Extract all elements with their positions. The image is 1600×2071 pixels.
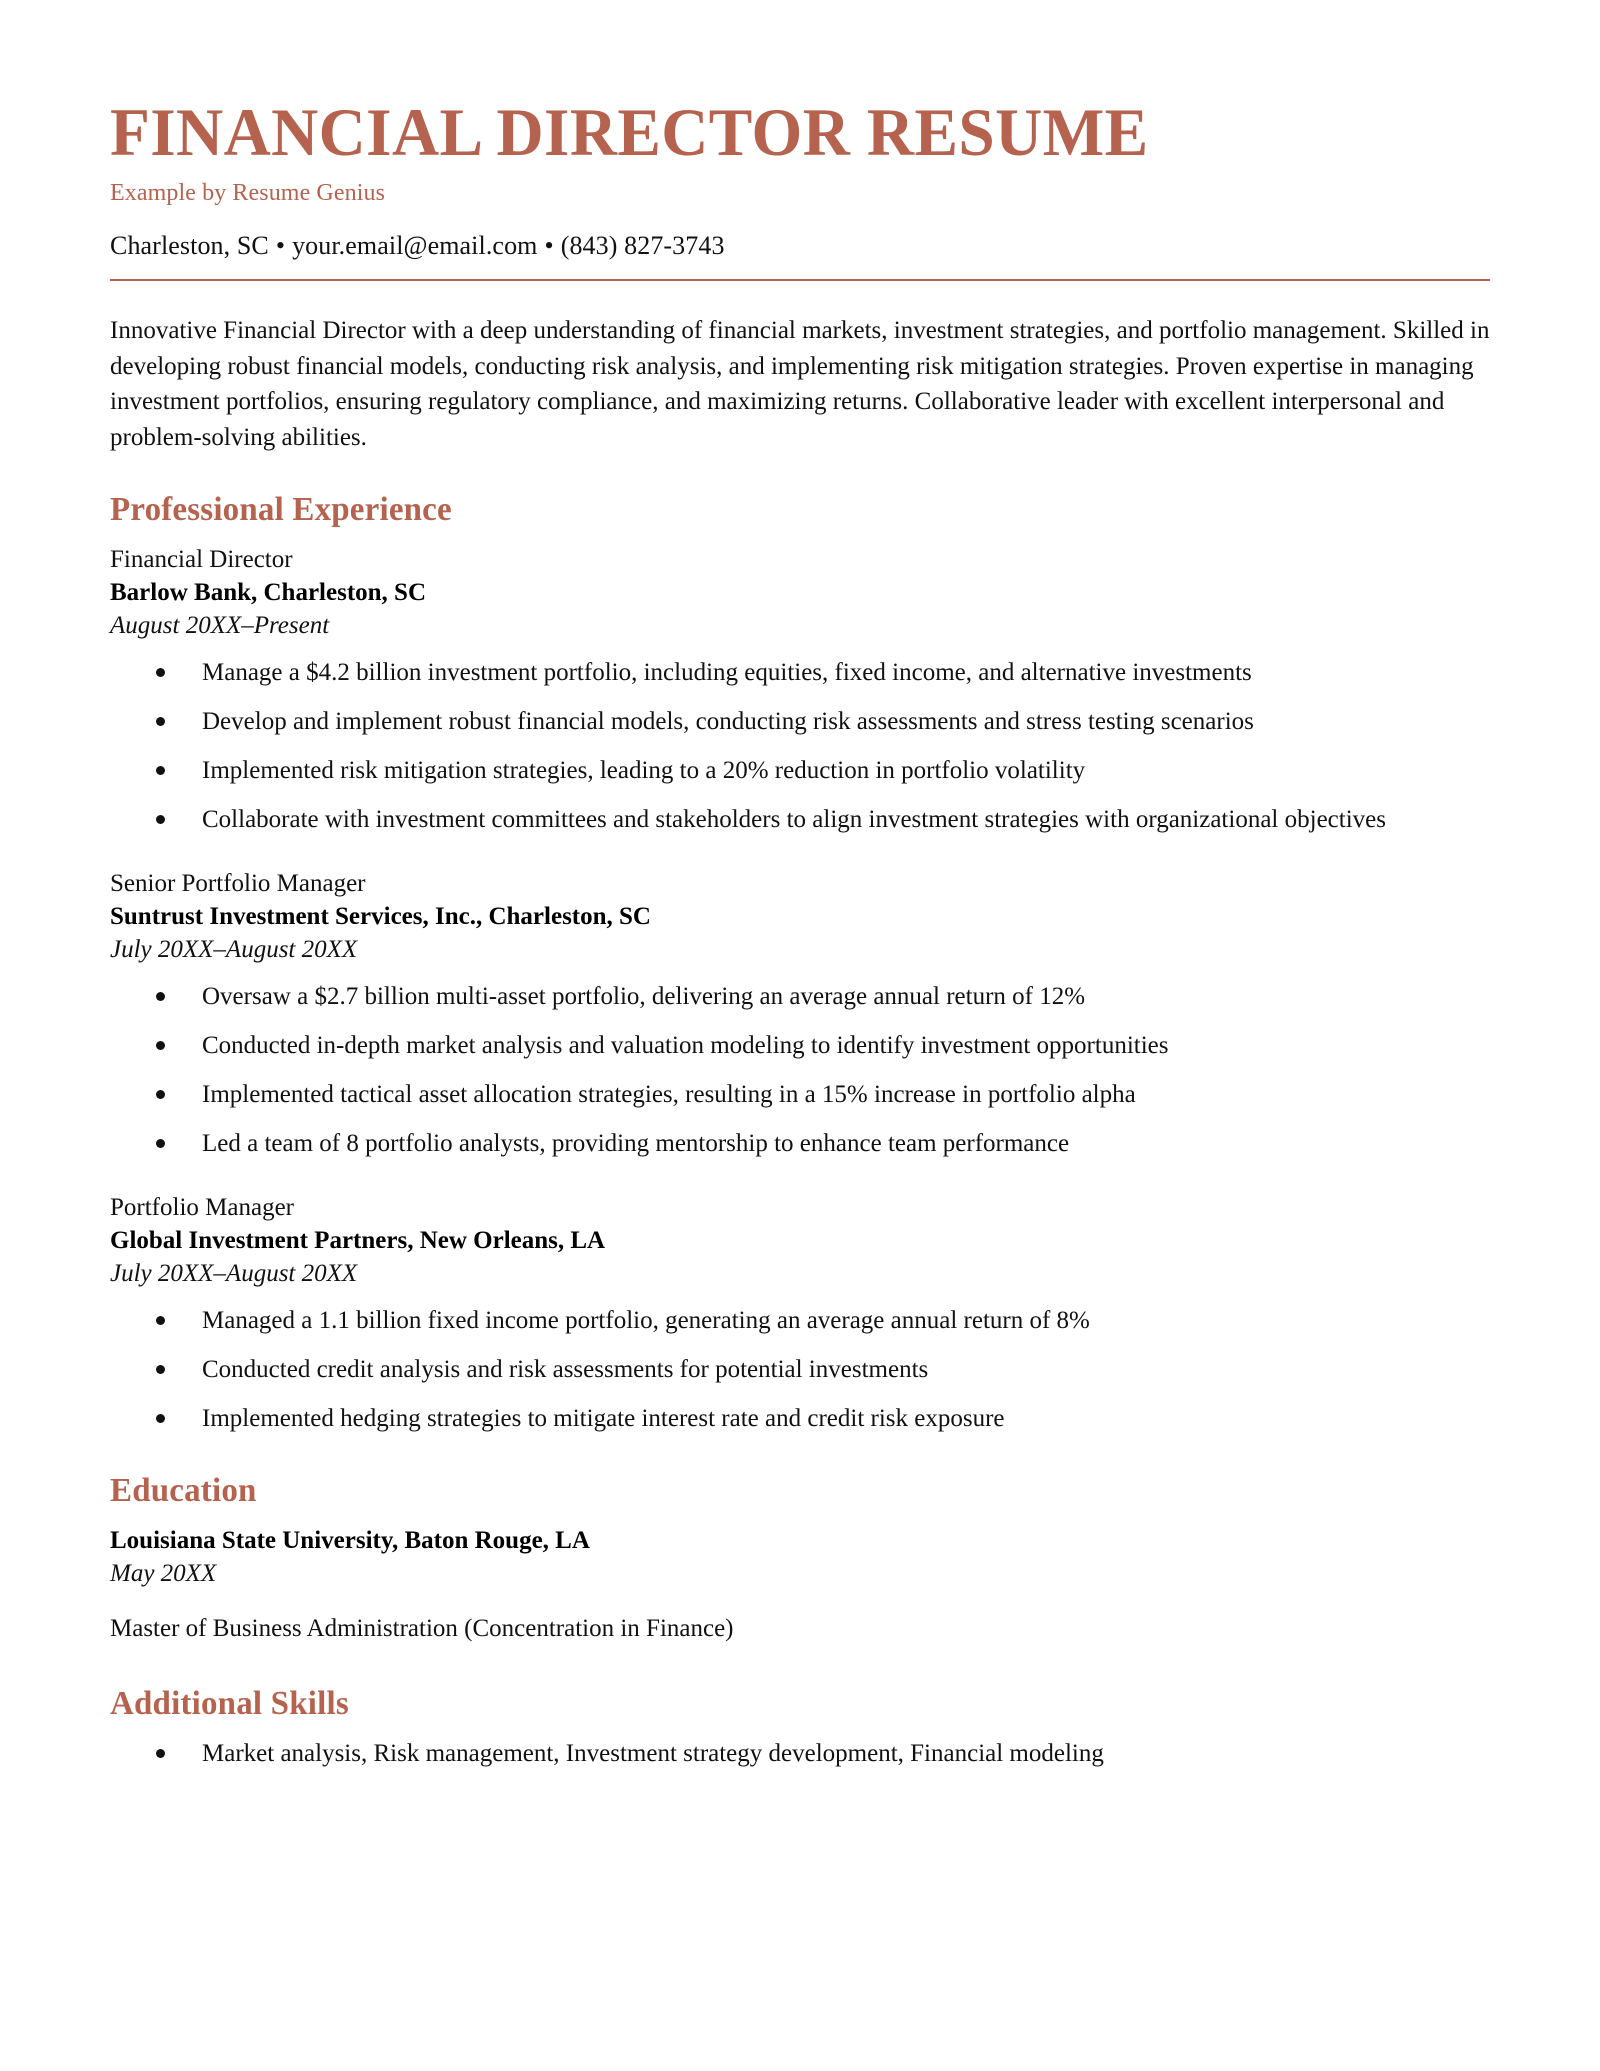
contact-email: your.email@email.com bbox=[292, 231, 538, 260]
list-item bbox=[110, 705, 1490, 739]
bullet-dot-icon bbox=[156, 1139, 165, 1148]
education-school: Louisiana State University, Baton Rouge, LA bbox=[110, 1527, 590, 1554]
resume-subtitle: Example by Resume Genius bbox=[110, 180, 386, 206]
bullet-dot-icon bbox=[156, 815, 165, 824]
experience-section bbox=[110, 491, 1490, 1436]
job-dates: August 20XX–Present bbox=[110, 612, 330, 639]
bullet-text: Manage a $4.2 billion investment portfolio, including equities, fixed income, and alternative investments bbox=[202, 659, 1252, 686]
bullet-text: Managed a 1.1 billion fixed income portfolio, generating an average annual return of 8% bbox=[202, 1307, 1090, 1334]
job-dates: July 20XX–August 20XX bbox=[110, 1260, 358, 1287]
bullet-text: Implemented hedging strategies to mitigate interest rate and credit risk exposure bbox=[202, 1405, 1005, 1432]
education-section bbox=[110, 1472, 1490, 1645]
bullet-dot-icon bbox=[156, 1090, 165, 1099]
job-organization: Barlow Bank, Charleston, SC bbox=[110, 579, 427, 606]
list-item bbox=[110, 656, 1490, 690]
list-item bbox=[110, 980, 1490, 1014]
bullet-text: Conducted credit analysis and risk assessments for potential investments bbox=[202, 1356, 929, 1383]
bullet-dot-icon bbox=[156, 1749, 165, 1758]
experience-entry bbox=[110, 867, 1490, 1161]
skill-text: Market analysis, Risk management, Investment strategy development, Financial modeling bbox=[202, 1740, 1104, 1767]
contact-info bbox=[110, 231, 1490, 261]
list-item bbox=[110, 803, 1490, 837]
experience-entry bbox=[110, 1191, 1490, 1436]
experience-entry bbox=[110, 543, 1490, 837]
list-item bbox=[110, 1127, 1490, 1161]
bullet-text: Collaborate with investment committees and stakeholders to align investment strategies with organizational objectives bbox=[202, 806, 1386, 833]
job-bullet-list bbox=[110, 1304, 1490, 1436]
job-organization: Suntrust Investment Services, Inc., Charleston, SC bbox=[110, 903, 651, 930]
job-title: Financial Director bbox=[110, 546, 293, 573]
page-title: FINANCIAL DIRECTOR RESUME bbox=[110, 94, 1149, 170]
list-item bbox=[110, 1078, 1490, 1112]
section-heading-skills: Additional Skills bbox=[110, 1685, 349, 1722]
bullet-text: Implemented tactical asset allocation strategies, resulting in a 15% increase in portfolio alpha bbox=[202, 1081, 1136, 1108]
bullet-text: Implemented risk mitigation strategies, leading to a 20% reduction in portfolio volatility bbox=[202, 757, 1086, 784]
list-item bbox=[110, 1353, 1490, 1387]
bullet-dot-icon bbox=[156, 766, 165, 775]
contact-separator-icon: • bbox=[544, 231, 554, 260]
bullet-dot-icon bbox=[156, 717, 165, 726]
section-heading-experience: Professional Experience bbox=[110, 491, 452, 528]
bullet-dot-icon bbox=[156, 1414, 165, 1423]
header-divider bbox=[110, 279, 1490, 281]
job-bullet-list bbox=[110, 980, 1490, 1161]
bullet-text: Conducted in-depth market analysis and valuation modeling to identify investment opportunities bbox=[202, 1032, 1169, 1059]
list-item bbox=[110, 1402, 1490, 1436]
job-bullet-list bbox=[110, 656, 1490, 837]
skills-section bbox=[110, 1685, 1490, 1771]
list-item bbox=[110, 1737, 1490, 1771]
job-title: Senior Portfolio Manager bbox=[110, 870, 366, 897]
summary-paragraph: Innovative Financial Director with a deep understanding of financial markets, investment strategies, and portfolio management. Skilled in developing robust financial models, conducting risk analysis, and implementing risk mitigation strategies. Proven expertise in managing investment portfolios, ensuring regulatory compliance, and maximizing returns. Collaborative leader with excellent interpersonal and problem-solving abilities. bbox=[110, 317, 1490, 451]
bullet-dot-icon bbox=[156, 992, 165, 1001]
bullet-dot-icon bbox=[156, 1041, 165, 1050]
bullet-dot-icon bbox=[156, 1316, 165, 1325]
education-degree: Master of Business Administration (Concentration in Finance) bbox=[110, 1615, 734, 1642]
bullet-text: Led a team of 8 portfolio analysts, providing mentorship to enhance team performance bbox=[202, 1130, 1070, 1157]
bullet-text: Oversaw a $2.7 billion multi-asset portfolio, delivering an average annual return of 12% bbox=[202, 983, 1086, 1010]
section-heading-education: Education bbox=[110, 1472, 257, 1509]
bullet-dot-icon bbox=[156, 1365, 165, 1374]
bullet-text: Develop and implement robust financial models, conducting risk assessments and stress testing scenarios bbox=[202, 708, 1254, 735]
education-date: May 20XX bbox=[110, 1560, 217, 1587]
contact-phone: (843) 827-3743 bbox=[560, 231, 725, 260]
skills-list bbox=[110, 1737, 1490, 1771]
job-organization: Global Investment Partners, New Orleans, LA bbox=[110, 1227, 606, 1254]
contact-location: Charleston, SC bbox=[110, 231, 269, 260]
job-dates: July 20XX–August 20XX bbox=[110, 936, 358, 963]
contact-separator-icon: • bbox=[275, 231, 286, 260]
bullet-dot-icon bbox=[156, 668, 165, 677]
list-item bbox=[110, 1029, 1490, 1063]
resume-header bbox=[110, 0, 1490, 281]
list-item bbox=[110, 1304, 1490, 1338]
list-item bbox=[110, 754, 1490, 788]
job-title: Portfolio Manager bbox=[110, 1194, 294, 1221]
